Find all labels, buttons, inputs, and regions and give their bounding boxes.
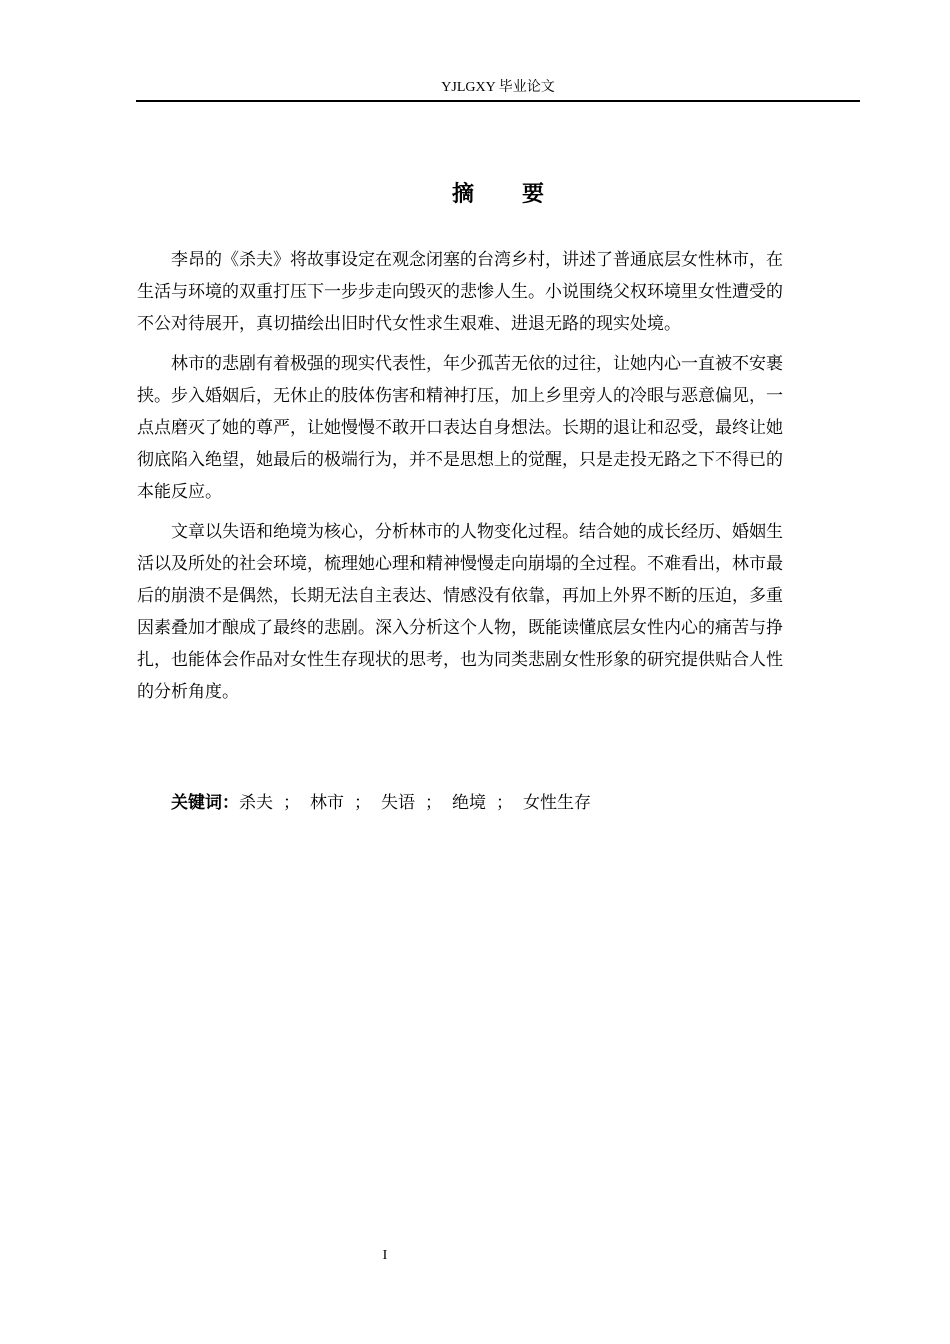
keyword-item: 林市 <box>310 793 344 813</box>
keywords-line <box>171 788 591 818</box>
abstract-paragraph-3: 文章以失语和绝境为核心，分析林市的人物变化过程。结合她的成长经历、婚姻生活以及所处的社会环境，梳理她心理和精神慢慢走向崩塌的全过程。不难看出，林市最后的崩溃不是偶然，长期无法自主表达、情感没有依靠，再加上外界不断的压迫，多重因素叠加才酿成了最终的悲剧。深入分析这个人物，既能读懂底层女性内心的痛苦与挣扎，也能体会作品对女性生存现状的思考，也为同类悲剧女性形象的研究提供贴合人性的分析角度。 <box>137 522 783 702</box>
keyword-separator: ； <box>354 793 371 813</box>
keyword-separator: ； <box>283 793 300 813</box>
abstract-paragraph-2: 林市的悲剧有着极强的现实代表性，年少孤苦无依的过往，让她内心一直被不安裹挟。步入婚姻后，无休止的肢体伤害和精神打压，加上乡里旁人的冷眼与恶意偏见，一点点磨灭了她的尊严，让她慢慢不敢开口表达自身想法。长期的退让和忍受，最终让她彻底陷入绝望，她最后的极端行为，并不是思想上的觉醒，只是走投无路之下不得已的本能反应。 <box>137 354 783 502</box>
keyword-item: 失语 <box>381 793 415 813</box>
keyword-separator: ； <box>425 793 442 813</box>
keyword-separator: ； <box>496 793 513 813</box>
abstract-body <box>137 244 783 716</box>
keyword-item: 女性生存 <box>523 793 591 813</box>
keyword-item: 绝境 <box>452 793 486 813</box>
abstract-title: 摘要 <box>451 182 592 207</box>
abstract-paragraph-1: 李昂的《杀夫》将故事设定在观念闭塞的台湾乡村，讲述了普通底层女性林市，在生活与环境的双重打压下一步步走向毁灭的悲惨人生。小说围绕父权环境里女性遭受的不公对待展开，真切描绘出旧时代女性求生艰难、进退无路的现实处境。 <box>137 250 783 334</box>
page-number: I <box>382 1248 388 1263</box>
page-header: YJLGXY 毕业论文 <box>441 80 555 95</box>
header-divider <box>136 100 860 102</box>
keyword-item: 杀夫 <box>239 793 273 813</box>
keywords-label: 关键词： <box>171 793 239 813</box>
